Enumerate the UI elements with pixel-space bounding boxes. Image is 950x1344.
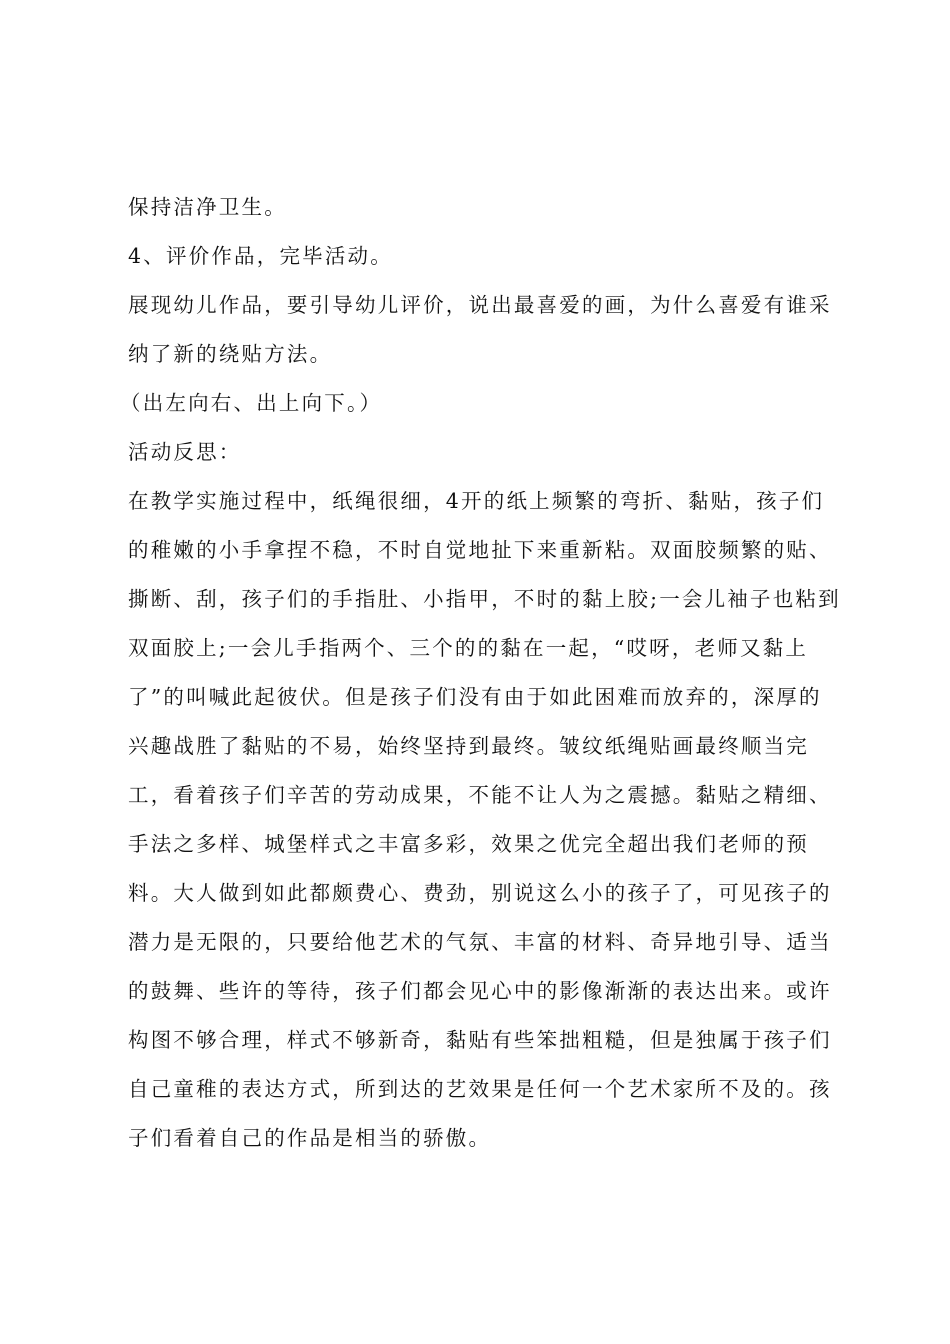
text-line: 纳了新的绕贴方法。 xyxy=(128,342,333,366)
text-line: 了”的叫喊此起彼伏。但是孩子们没有由于如此困难而放弃的，深厚的 xyxy=(128,685,822,709)
text-line: 在教学实施过程中，纸绳很细，4开的纸上频繁的弯折、黏贴，孩子们 xyxy=(128,489,825,513)
section-heading: 活动反思： xyxy=(128,440,242,464)
text-line: 保持洁净卫生。 xyxy=(128,195,287,219)
text-line: 潜力是无限的，只要给他艺术的气氛、丰富的材料、奇异地引导、适当 xyxy=(128,930,832,954)
text-line: 兴趣战胜了黏贴的不易，始终坚持到最终。皱纹纸绳贴画最终顺当完 xyxy=(128,734,809,758)
text-line: 手法之多样、城堡样式之丰富多彩，效果之优完全超出我们老师的预 xyxy=(128,832,809,856)
text-line: 展现幼儿作品，要引导幼儿评价，说出最喜爱的画，为什么喜爱有谁采 xyxy=(128,293,832,317)
text-line: 构图不够合理，样式不够新奇，黏贴有些笨拙粗糙，但是独属于孩子们 xyxy=(128,1028,832,1052)
text-line: 工，看着孩子们辛苦的劳动成果，不能不让人为之震撼。黏贴之精细、 xyxy=(128,783,832,807)
text-line: 的稚嫩的小手拿捏不稳，不时自觉地扯下来重新粘。双面胶频繁的贴、 xyxy=(128,538,832,562)
text-line: 双面胶上;一会儿手指两个、三个的的黏在一起，“哎呀，老师又黏上 xyxy=(128,636,809,660)
text-line: 料。大人做到如此都颇费心、费劲，别说这么小的孩子了，可见孩子的 xyxy=(128,881,832,905)
section-heading: 4、评价作品，完毕活动。 xyxy=(128,244,393,268)
text-line: 自己童稚的表达方式，所到达的艺效果是任何一个艺术家所不及的。孩 xyxy=(128,1077,832,1101)
text-line: （出左向右、出上向下。） xyxy=(120,391,383,415)
text-line: 的鼓舞、些许的等待，孩子们都会见心中的影像渐渐的表达出来。或许 xyxy=(128,979,832,1003)
text-line: 撕断、刮，孩子们的手指肚、小指甲，不时的黏上胶;一会儿袖子也粘到 xyxy=(128,587,841,611)
text-line: 子们看着自己的作品是相当的骄傲。 xyxy=(128,1126,492,1150)
